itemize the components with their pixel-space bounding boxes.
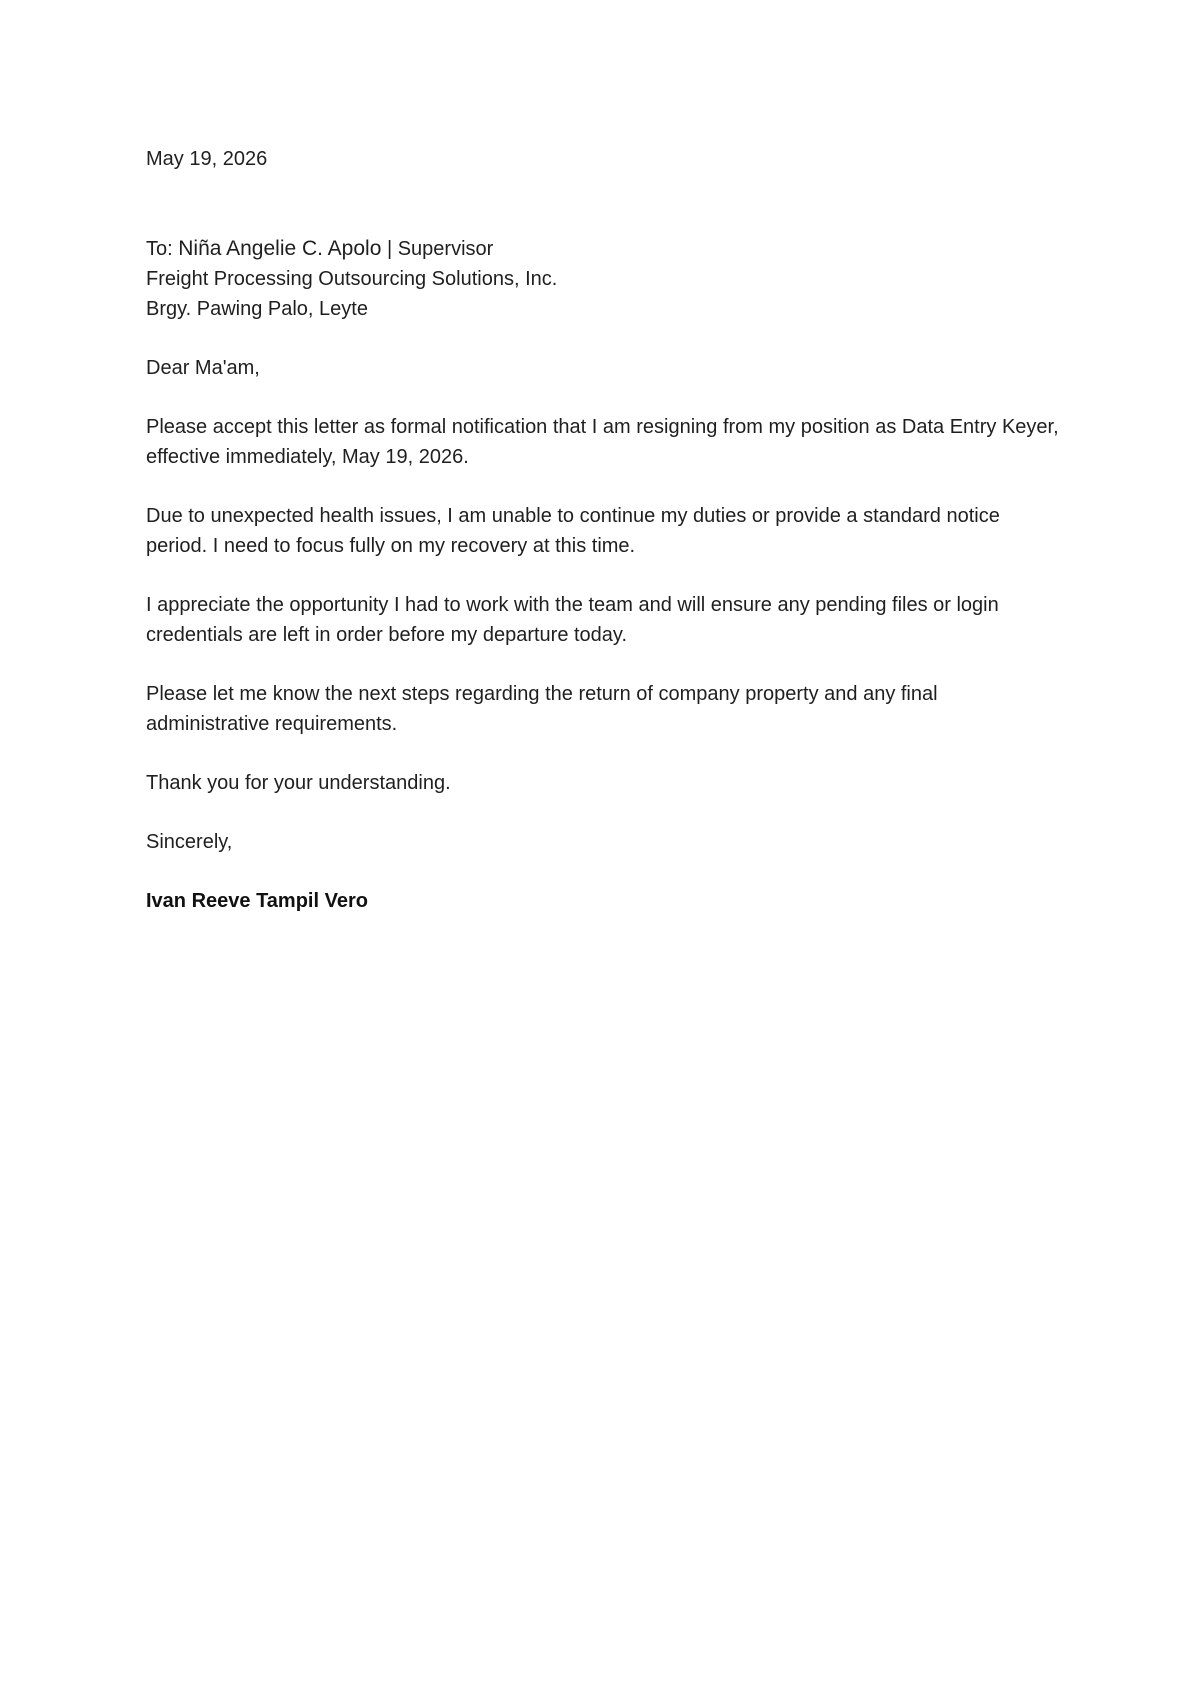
letter-body (146, 144, 1066, 916)
recipient-name: Niña Angelie C. Apolo (178, 237, 382, 260)
recipient-block (146, 234, 1066, 324)
recipient-title: | Supervisor (381, 238, 494, 260)
paragraph-reason: Due to unexpected health issues, I am unable to continue my duties or provide a standard notice period. I need to focus fully on my recovery at this time. (146, 505, 1000, 557)
recipient-to-line (146, 234, 1066, 264)
closing-line: Sincerely, (146, 831, 233, 853)
signature-name: Ivan Reeve Tampil Vero (146, 890, 368, 912)
recipient-company: Freight Processing Outsourcing Solutions, Inc. (146, 268, 558, 290)
recipient-address: Brgy. Pawing Palo, Leyte (146, 298, 368, 320)
salutation: Dear Ma'am, (146, 357, 260, 379)
paragraph-appreciation: I appreciate the opportunity I had to work with the team and will ensure any pending files or login credentials are left in order before my departure today. (146, 594, 999, 646)
letter-date: May 19, 2026 (146, 148, 268, 170)
paragraph-resignation: Please accept this letter as formal notification that I am resigning from my position as Data Entry Keyer, effective immediately, May 19, 2026. (146, 416, 1059, 468)
paragraph-next-steps: Please let me know the next steps regarding the return of company property and any final administrative requirements. (146, 683, 938, 735)
thanks-line: Thank you for your understanding. (146, 772, 451, 794)
recipient-to-prefix: To: (146, 238, 179, 260)
